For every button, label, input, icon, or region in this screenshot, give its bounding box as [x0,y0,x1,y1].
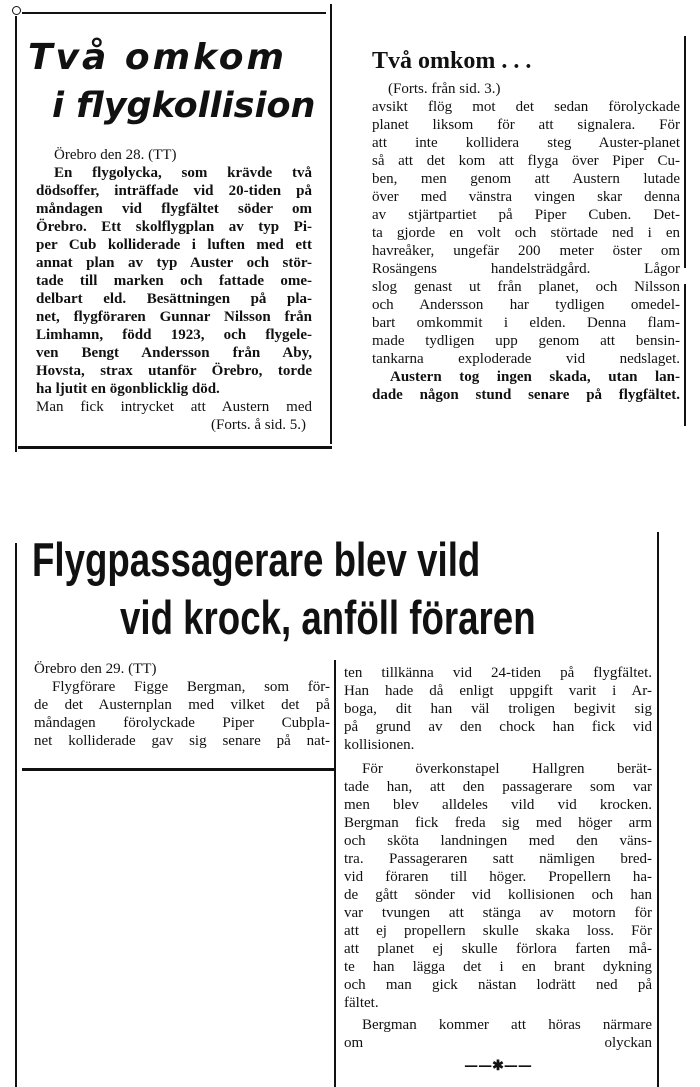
text-line: bart omkommit i elden. Denna flam- [372,315,680,331]
article2-right-rule [657,532,659,1087]
article2-left-column [34,660,330,750]
text-line: net kolliderade gav sig senare på nat- [34,733,330,749]
article1-headline-line2: i flygkollision [52,86,316,126]
article1-continued-note: (Forts. å sid. 5.) [211,417,306,433]
text-line: och Andersson har tydligen omedel- [372,297,680,313]
text-line: te han lägga det i en brant dykning [344,959,652,975]
text-line: planet liksom för att signalera. För [372,117,680,133]
text-line: Austern tog ingen skada, utan lan- [390,369,680,385]
article1-dateline: Örebro den 28. (TT) [54,147,177,163]
text-line: avsikt flög mot det sedan förolyckade [372,99,680,115]
text-line: För överkonstapel Hallgren berät- [362,761,652,777]
text-line: att planet ej skulle förlora farten må- [344,941,652,957]
text-line: boga, dit han väl troligen begivit sig [344,701,652,717]
text-line: ten tillkänna vid 24-tiden på flygfältet. [344,665,652,681]
continuation-body [372,80,680,404]
article1-bottom-rule [18,446,332,449]
text-line: Han hade då enligt uppgift varit i Ar- [344,683,652,699]
text-line: över med vänstra vingen skar denna [372,189,680,205]
text-line: att ej propellern skulle skaka loss. För [344,923,652,939]
text-line: ha ljutit en ögonblicklig död. [36,381,220,397]
continuation-from-note: (Forts. från sid. 3.) [388,81,501,97]
continuation-headline: Två omkom . . . [372,48,532,74]
text-line: dade någon stund senare på flygfältet. [372,387,680,403]
text-line: Bergman fick freda sig med höger arm [344,815,652,831]
article1-body [36,146,312,434]
text-line: de det Austernplan med vilket det på [34,697,330,713]
text-line: tade han, att den passagerare som var [344,779,652,795]
text-line: En flygolycka, som krävde två [54,165,312,181]
text-line: delbart eld. Besättningen på pla- [36,291,312,307]
article2-dateline: Örebro den 29. (TT) [34,661,157,677]
text-line: per Cub kolliderade i luften med ett [36,237,312,253]
end-mark: ——✱—— [464,1058,532,1074]
text-line: Limhamn, född 1923, och flygele- [36,327,312,343]
corner-ring-mark [12,6,21,15]
article2-headline-line1: Flygpassagerare blev vild [32,533,481,586]
text-line: att inte kollidera steg Auster-planet [372,135,680,151]
article1-body-line: Man fick intrycket att Austern med [36,399,312,415]
text-line: ven Bengt Andersson från Aby, [36,345,312,361]
text-line: vid föraren till höger. Propellern ha- [344,869,652,885]
article1-lead [36,164,312,398]
text-line: och sköta landningen med den väns- [344,833,652,849]
text-line: slog genast ut från planet, och Nilsson [372,279,680,295]
text-line: ta gjorde en volt och störtade ned i en [372,225,680,241]
text-line: så att det kom att flyga över Piper Cu- [372,153,680,169]
text-line: ben, men genom att Austern lutade [372,171,680,187]
text-line: de gått sönder vid kollisionen och han [344,887,652,903]
continuation-right-rule-top [684,36,686,268]
text-line: Hovsta, strax utanför Örebro, torde [36,363,312,379]
article2-right-column [344,664,652,1076]
text-line: tankarna exploderade vid nedslaget. [372,351,680,367]
text-line: dödsoffer, inträffade vid 20-tiden på [36,183,312,199]
text-line: made tydligen upp genom att bensin- [372,333,680,349]
text-line: Bergman kommer att höras närmare [362,1017,652,1033]
text-line: var tvungen att stänga av motorn för [344,905,652,921]
article2-left-column-bottom-rule [22,768,334,771]
text-line: fältet. [344,995,379,1011]
text-line: tade till marken och fattade ome- [36,273,312,289]
article2-left-rule [15,543,17,1087]
text-line: annat plan av typ Auster och stör- [36,255,312,271]
article1-headline-line1: Två omkom [28,37,287,78]
text-line: Rosängens handelsträdgård. Lågor [372,261,680,277]
text-line: Flygförare Figge Bergman, som för- [52,679,330,695]
text-line: Örebro. Ett skolflygplan av typ Pi- [36,219,312,235]
text-line: om olyckan [344,1035,652,1051]
text-line: och man gick nästan lodrätt ned på [344,977,652,993]
article1-top-rule [22,12,326,14]
text-line: havreåker, ungefär 200 meter öster om [372,243,680,259]
article2-headline-line2: vid krock, anföll föraren [120,591,536,644]
article1-right-rule [330,4,332,444]
text-line: måndagen förolyckade Piper Cubpla- [34,715,330,731]
text-line: kollisionen. [344,737,415,753]
continuation-right-rule-bottom [684,284,686,426]
text-line: men blev alldeles vild vid krocken. [344,797,652,813]
text-line: net, flygföraren Gunnar Nilsson från [36,309,312,325]
text-line: måndagen vid flygfältet söder om [36,201,312,217]
text-line: av stjärtpartiet på Piper Cuben. Det- [372,207,680,223]
article2-column-rule [334,660,336,1087]
article1-left-rule [15,16,17,452]
text-line: på grund av den chock han fick vid [344,719,652,735]
text-line: tra. Passageraren satt nämligen bred- [344,851,652,867]
